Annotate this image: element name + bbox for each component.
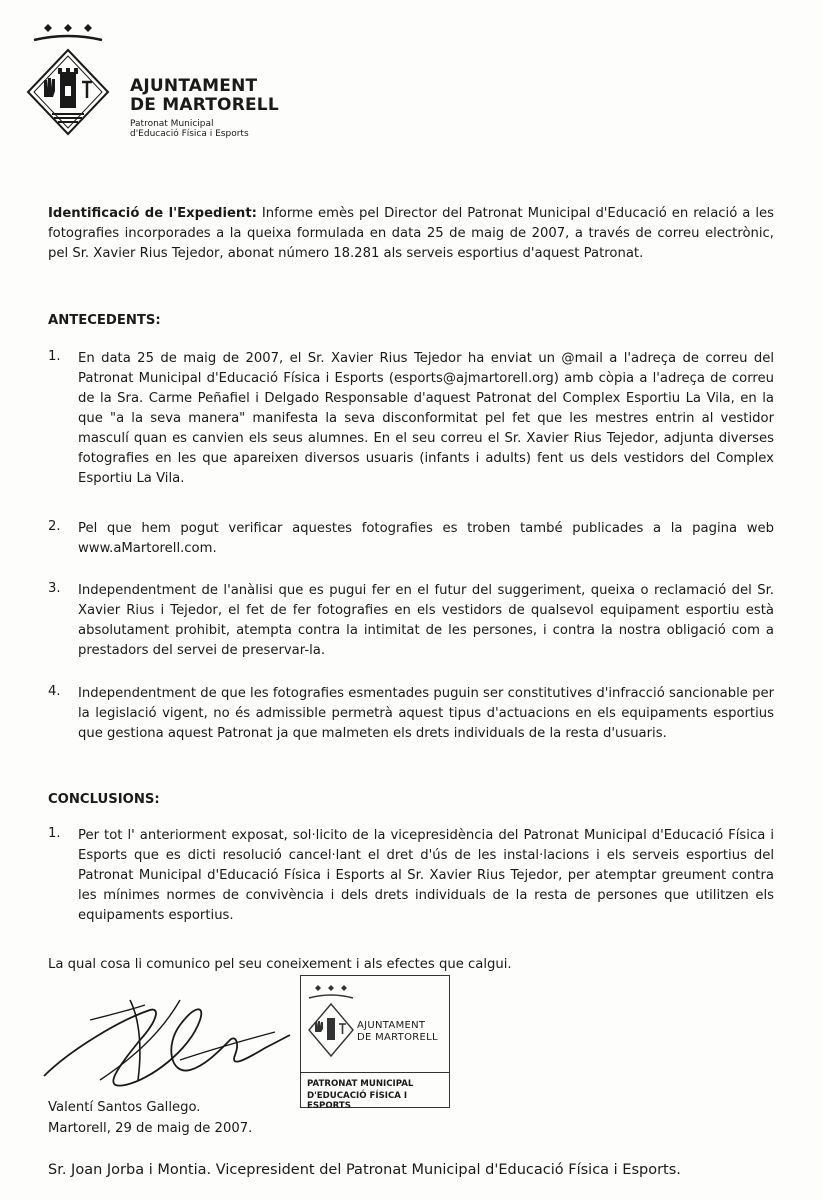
letterhead-name-line2: DE MARTORELL [130, 95, 279, 115]
identification-paragraph [48, 204, 774, 264]
signer-name: Valentí Santos Gallego. [48, 1100, 201, 1115]
identification-label: Identificació de l'Expedient: [48, 206, 257, 221]
stamp-crest-icon [303, 978, 359, 1070]
recipient-line: Sr. Joan Jorba i Montia. Vicepresident del Patronat Municipal d'Educació Física i Esports. [48, 1162, 681, 1178]
handwritten-signature [30, 980, 300, 1120]
antecedents-heading: ANTECEDENTS: [48, 313, 161, 328]
identification-text: Informe emès pel Director del Patronat Municipal d'Educació en relació a les fotografies incorporades a la queixa formulada en data 25 de maig de 2007, a través de correu electrònic, pel Sr. Xavier Rius Tejedor, abonat número 18.281 als serveis esportius d'aquest Patronat. [48, 206, 774, 261]
conclusion-number-1: 1. [48, 826, 61, 841]
closing-line: La qual cosa li comunico pel seu coneixement i als efectes que calgui. [48, 957, 512, 972]
martorell-crest-icon [22, 20, 132, 150]
antecedent-number-3: 3. [48, 581, 61, 596]
antecedent-text-2: Pel que hem pogut verificar aquestes fotografies es troben també publicades a la pagina web www.aMartorell.com. [78, 521, 774, 556]
antecedent-number-4: 4. [48, 684, 61, 699]
conclusions-heading: CONCLUSIONS: [48, 792, 160, 807]
antecedent-text-3: Independentment de l'anàlisi que es pugui fer en el futur del suggeriment, queixa o reclamació del Sr. Xavier Rius i Tejedor, el fet de fer fotografies en els vestidors de qualsevol equipament esportiu està absolutament prohibit, atempta contra la intimitat de les persones, i contra la nostra obligació com a prestadors del servei de preservar-la. [78, 583, 774, 658]
stamp-divider [301, 1072, 449, 1073]
conclusion-text-1: Per tot l' anteriorment exposat, sol·licito de la vicepresidència del Patronat Municipal d'Educació Física i Esports que es dicti resolució cancel·lant el dret d'ús de les instal·lacions i els serveis esportius del Patronat Municipal d'Educació Física i Esports al Sr. Xavier Rius Tejedor, per atemptar greument contra les mínimes normes de convivència i dels drets individuals de la resta de persones que utilitzen els equipaments esportius. [78, 828, 774, 923]
antecedent-text-1: En data 25 de maig de 2007, el Sr. Xavier Rius Tejedor ha enviat un @mail a l'adreça de correu del Patronat Municipal d'Educació Física i Esports (esports@ajmartorell.org) amb còpia a l'adreça de correu de la Sra. Carme Peñafiel i Delgado Responsable d'aquest Patronat del Complex Esportiu La Vila, en la que "a la seva manera" manifesta la seva disconformitat pel fet que les mestres entrin al vestidor masculí quan es canvien els seus alumnes. En el seu correu el Sr. Xavier Rius Tejedor, adjunta diverses fotografies en les que apareixen diversos usuaris (infants i adults) fent us dels vestidors del Complex Esportiu La Vila. [78, 351, 774, 486]
letterhead-name-line1: AJUNTAMENT [130, 76, 258, 96]
stamp-name-line2: DE MARTORELL [357, 1032, 438, 1043]
stamp-sub-line2: D'EDUCACIÓ FÍSICA I ESPORTS [307, 1091, 408, 1111]
stamp-name-line1: AJUNTAMENT [357, 1020, 426, 1031]
antecedent-number-2: 2. [48, 519, 61, 534]
antecedent-text-4: Independentment de que les fotografies esmentades puguin ser constitutives d'infracció sancionable per la legislació vigent, no és admissible permetrà aquest tipus d'actuacions en els equipaments esportius que gestiona aquest Patronat ja que malmeten els drets individuals de la resta d'usuaris. [78, 686, 774, 741]
letterhead-sub-line2: d'Educació Física i Esports [130, 129, 249, 139]
antecedent-number-1: 1. [48, 349, 61, 364]
stamp-sub-line1: PATRONAT MUNICIPAL [307, 1079, 414, 1089]
letterhead-sub-line1: Patronat Municipal [130, 119, 214, 129]
place-date: Martorell, 29 de maig de 2007. [48, 1121, 253, 1136]
official-stamp [300, 975, 450, 1111]
